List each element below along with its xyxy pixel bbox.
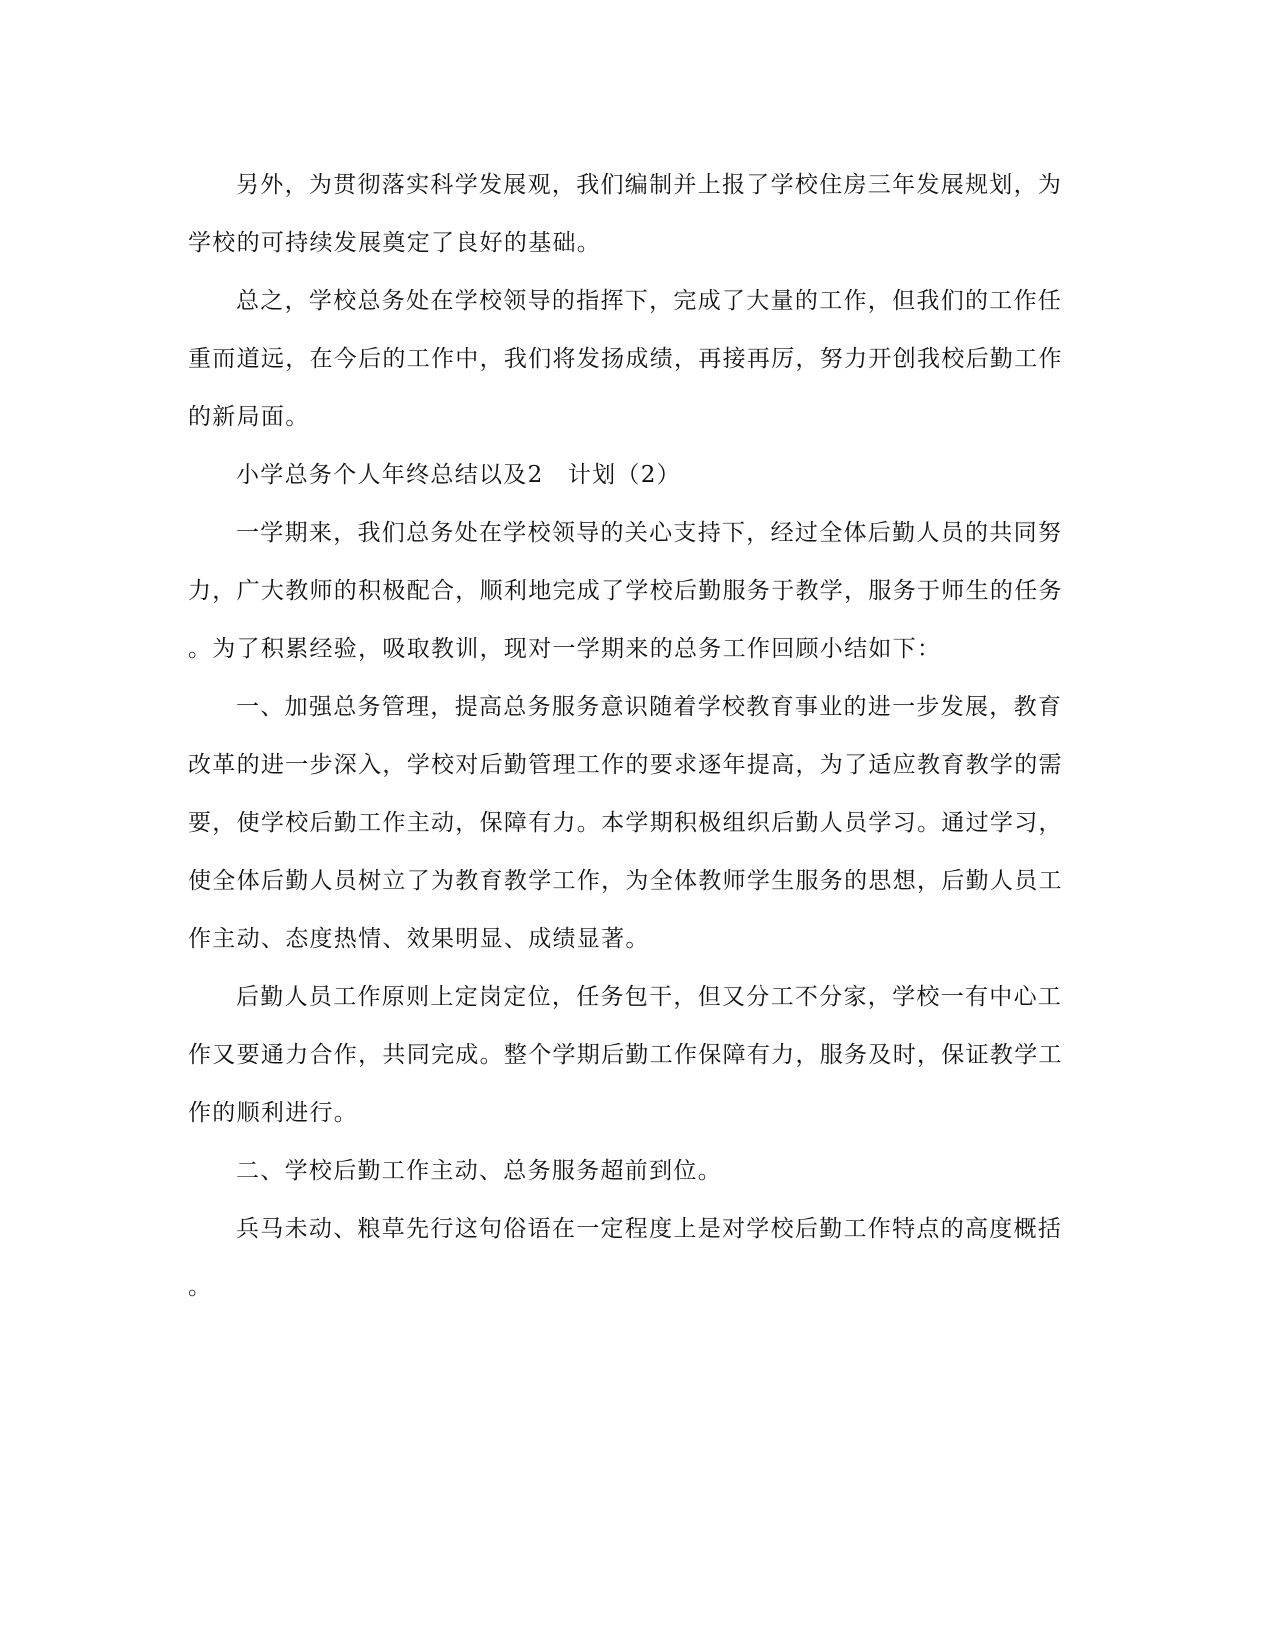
paragraph-line: 作的顺利进行。: [188, 1100, 359, 1126]
paragraph-line: 一、加强总务管理，提高总务服务意识随着学校教育事业的进一步发展，教育: [236, 694, 1063, 720]
paragraph-2: [188, 272, 1078, 446]
paragraph-line: 要，使学校后勤工作主动，保障有力。本学期积极组织后勤人员学习。通过学习，: [188, 810, 1063, 836]
paragraph-line: 力，广大教师的积极配合，顺利地完成了学校后勤服务于教学，服务于师生的任务: [188, 578, 1063, 604]
paragraph-line: 总之，学校总务处在学校领导的指挥下，完成了大量的工作，但我们的工作任: [236, 288, 1063, 314]
paragraph-line: 一学期来，我们总务处在学校领导的关心支持下，经过全体后勤人员的共同努: [236, 520, 1063, 546]
paragraph-line: 兵马未动、粮草先行这句俗语在一定程度上是对学校后勤工作特点的高度概括: [236, 1216, 1063, 1242]
heading-line: 小学总务个人年终总结以及2 计划（2）: [236, 462, 681, 488]
paragraph-6: [188, 968, 1078, 1142]
paragraph-line: 二、学校后勤工作主动、总务服务超前到位。: [236, 1158, 722, 1184]
paragraph-4: [188, 504, 1078, 678]
paragraph-line: 改革的进一步深入，学校对后勤管理工作的要求逐年提高，为了适应教育教学的需: [188, 752, 1063, 778]
paragraph-line: 重而道远，在今后的工作中，我们将发扬成绩，再接再厉，努力开创我校后勤工作: [188, 346, 1063, 372]
paragraph-line: 。: [188, 1274, 213, 1300]
document-body: [188, 156, 1078, 1316]
paragraph-line: 作又要通力合作，共同完成。整个学期后勤工作保障有力，服务及时，保证教学工: [188, 1042, 1063, 1068]
paragraph-line: 另外，为贯彻落实科学发展观，我们编制并上报了学校住房三年发展规划，为: [236, 172, 1063, 198]
paragraph-8: [188, 1200, 1078, 1316]
paragraph-line: 学校的可持续发展奠定了良好的基础。: [188, 230, 602, 256]
paragraph-line: 作主动、态度热情、效果明显、成绩显著。: [188, 926, 650, 952]
paragraph-line: 的新局面。: [188, 404, 310, 430]
paragraph-5: [188, 678, 1078, 968]
paragraph-line: 后勤人员工作原则上定岗定位，任务包干，但又分工不分家，学校一有中心工: [236, 984, 1063, 1010]
paragraph-line: 使全体后勤人员树立了为教育教学工作，为全体教师学生服务的思想，后勤人员工: [188, 868, 1063, 894]
paragraph-1: [188, 156, 1078, 272]
section-heading: [188, 446, 1078, 504]
paragraph-line: 。为了积累经验，吸取教训，现对一学期来的总务工作回顾小结如下：: [188, 636, 942, 662]
paragraph-7: [188, 1142, 1078, 1200]
